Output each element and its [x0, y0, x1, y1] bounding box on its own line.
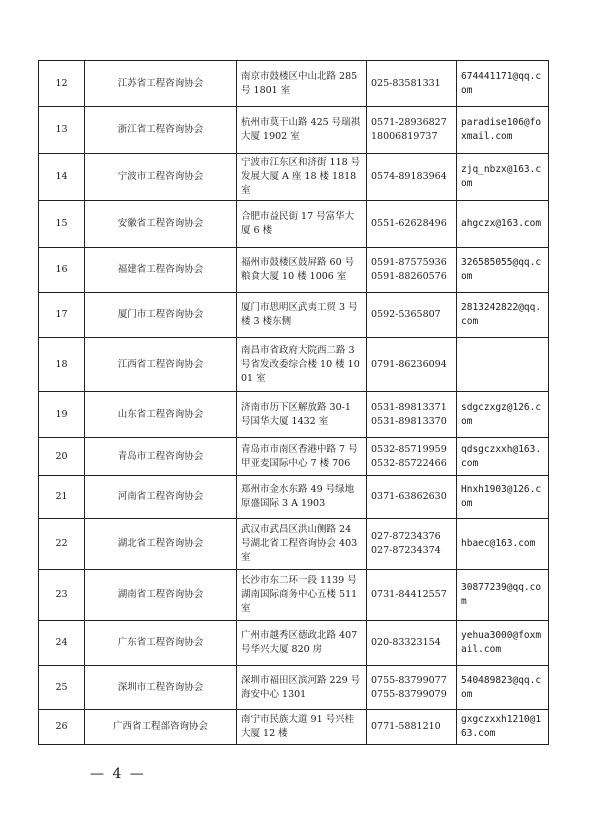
phone-number: 0591-88260576	[371, 271, 447, 282]
table-row	[39, 570, 549, 621]
association-name: 广东省工程咨询协会	[85, 621, 237, 666]
email-address: hbaec@163.com	[457, 519, 549, 570]
row-number: 13	[39, 107, 85, 154]
row-number: 26	[39, 710, 85, 745]
address: 宁波市江东区和济街 118 号发展大厦 A 座 18 楼 1818 室	[237, 154, 367, 201]
row-number: 17	[39, 293, 85, 338]
table-row	[39, 61, 549, 107]
address: 南宁市民族大道 91 号兴桂大厦 12 楼	[237, 710, 367, 745]
association-name: 湖南省工程咨询协会	[85, 570, 237, 621]
phone-number: 0771-5881210	[371, 721, 441, 732]
page-number: — 4 —	[90, 766, 146, 782]
row-number: 20	[39, 438, 85, 476]
email-address: 2813242822@qq.com	[457, 293, 549, 338]
row-number: 14	[39, 154, 85, 201]
phone-number: 0791-86236094	[371, 358, 447, 370]
address: 武汉市武昌区洪山侧路 24 号湖北省工程咨询协会 403 室	[237, 519, 367, 570]
email-address: paradise106@foxmail.com	[457, 107, 549, 154]
email-address: ahgczx@163.com	[457, 201, 549, 248]
address: 杭州市莫干山路 425 号瑞祺大厦 1902 室	[237, 107, 367, 154]
phone-cell	[367, 476, 457, 519]
contact-table	[38, 60, 549, 745]
phone-cell	[367, 248, 457, 293]
phone-cell	[367, 154, 457, 201]
table-row	[39, 710, 549, 745]
address: 济南市历下区解放路 30-1 号国华大厦 1432 室	[237, 392, 367, 438]
email-address: qdsgczxxh@163.com	[457, 438, 549, 476]
row-number: 21	[39, 476, 85, 519]
phone-cell	[367, 107, 457, 154]
phone-number: 0532-85719959	[371, 443, 447, 455]
association-name: 厦门市工程咨询协会	[85, 293, 237, 338]
association-name: 宁波市工程咨询协会	[85, 154, 237, 201]
phone-cell	[367, 338, 457, 392]
address: 郑州市金水东路 49 号绿地原盛国际 3 A 1903	[237, 476, 367, 519]
row-number: 25	[39, 666, 85, 710]
address: 南京市鼓楼区中山北路 285 号 1801 室	[237, 61, 367, 107]
phone-number: 0592-5365807	[371, 309, 441, 320]
phone-number: 0574-89183964	[371, 171, 447, 182]
row-number: 15	[39, 201, 85, 248]
phone-cell	[367, 570, 457, 621]
table-row	[39, 666, 549, 710]
phone-number: 0531-89813370	[371, 415, 447, 427]
association-name: 江西省工程咨询协会	[85, 338, 237, 392]
phone-number: 0532-85722466	[371, 457, 447, 469]
phone-cell	[367, 201, 457, 248]
email-address: 540489823@qq.com	[457, 666, 549, 710]
phone-number: 18006819737	[371, 131, 438, 142]
phone-cell	[367, 666, 457, 710]
email-address: 674441171@qq.com	[457, 61, 549, 107]
phone-cell	[367, 293, 457, 338]
phone-number: 025-83581331	[371, 77, 441, 89]
table-row	[39, 621, 549, 666]
email-address: gxgczxxh1210@163.com	[457, 710, 549, 745]
table-row	[39, 438, 549, 476]
row-number: 23	[39, 570, 85, 621]
row-number: 18	[39, 338, 85, 392]
association-name: 山东省工程咨询协会	[85, 392, 237, 438]
row-number: 24	[39, 621, 85, 666]
phone-number: 0731-84412557	[371, 589, 447, 600]
address: 合肥市益民街 17 号富华大厦 6 楼	[237, 201, 367, 248]
phone-number: 0371-63862630	[371, 491, 447, 502]
email-address: zjq_nbzx@163.com	[457, 154, 549, 201]
email-address: 30877239@qq.com	[457, 570, 549, 621]
email-address: Hnxh1903@126.com	[457, 476, 549, 519]
phone-cell	[367, 710, 457, 745]
phone-number: 0571-28936827	[371, 117, 447, 128]
association-name: 湖北省工程咨询协会	[85, 519, 237, 570]
association-name: 广西省工程部咨询协会	[85, 710, 237, 745]
association-name: 浙江省工程咨询协会	[85, 107, 237, 154]
address: 深圳市福田区滨河路 229 号海安中心 1301	[237, 666, 367, 710]
association-name: 江苏省工程咨询协会	[85, 61, 237, 107]
contact-table-body	[39, 61, 549, 745]
table-row	[39, 392, 549, 438]
phone-cell	[367, 392, 457, 438]
address: 福州市鼓楼区鼓屏路 60 号粮食大厦 10 楼 1006 室	[237, 248, 367, 293]
phone-cell	[367, 438, 457, 476]
row-number: 22	[39, 519, 85, 570]
phone-number: 0755-83799077	[371, 674, 447, 686]
row-number: 19	[39, 392, 85, 438]
address: 厦门市思明区武夷工贸 3 号楼 3 楼东侧	[237, 293, 367, 338]
association-name: 青岛市工程咨询协会	[85, 438, 237, 476]
row-number: 12	[39, 61, 85, 107]
address: 长沙市东二环一段 1139 号湖南国际商务中心五楼 511 室	[237, 570, 367, 621]
table-row	[39, 338, 549, 392]
association-name: 安徽省工程咨询协会	[85, 201, 237, 248]
email-address: 326585055@qq.com	[457, 248, 549, 293]
association-name: 福建省工程咨询协会	[85, 248, 237, 293]
phone-number: 0531-89813371	[371, 401, 447, 413]
email-address	[457, 338, 549, 392]
table-row	[39, 476, 549, 519]
table-row	[39, 201, 549, 248]
email-address: yehua3000@foxmail.com	[457, 621, 549, 666]
address: 青岛市市南区香港中路 7 号甲亚麦国际中心 7 楼 706	[237, 438, 367, 476]
phone-cell	[367, 621, 457, 666]
address: 南昌市省政府大院西二路 3 号省发改委综合楼 10 楼 1001 室	[237, 338, 367, 392]
table-row	[39, 248, 549, 293]
phone-number: 0755-83799079	[371, 688, 447, 700]
phone-number: 0551-62628496	[371, 218, 447, 229]
phone-cell	[367, 61, 457, 107]
table-row	[39, 107, 549, 154]
row-number: 16	[39, 248, 85, 293]
address: 广州市越秀区德政北路 407 号华兴大厦 820 房	[237, 621, 367, 666]
table-row	[39, 293, 549, 338]
association-name: 河南省工程咨询协会	[85, 476, 237, 519]
phone-number: 027-87234374	[371, 545, 441, 556]
phone-number: 0591-87575936	[371, 257, 447, 268]
email-address: sdgczxgz@126.com	[457, 392, 549, 438]
table-row	[39, 154, 549, 201]
phone-cell	[367, 519, 457, 570]
phone-number: 020-83323154	[371, 637, 441, 648]
table-row	[39, 519, 549, 570]
association-name: 深圳市工程咨询协会	[85, 666, 237, 710]
phone-number: 027-87234376	[371, 531, 441, 542]
